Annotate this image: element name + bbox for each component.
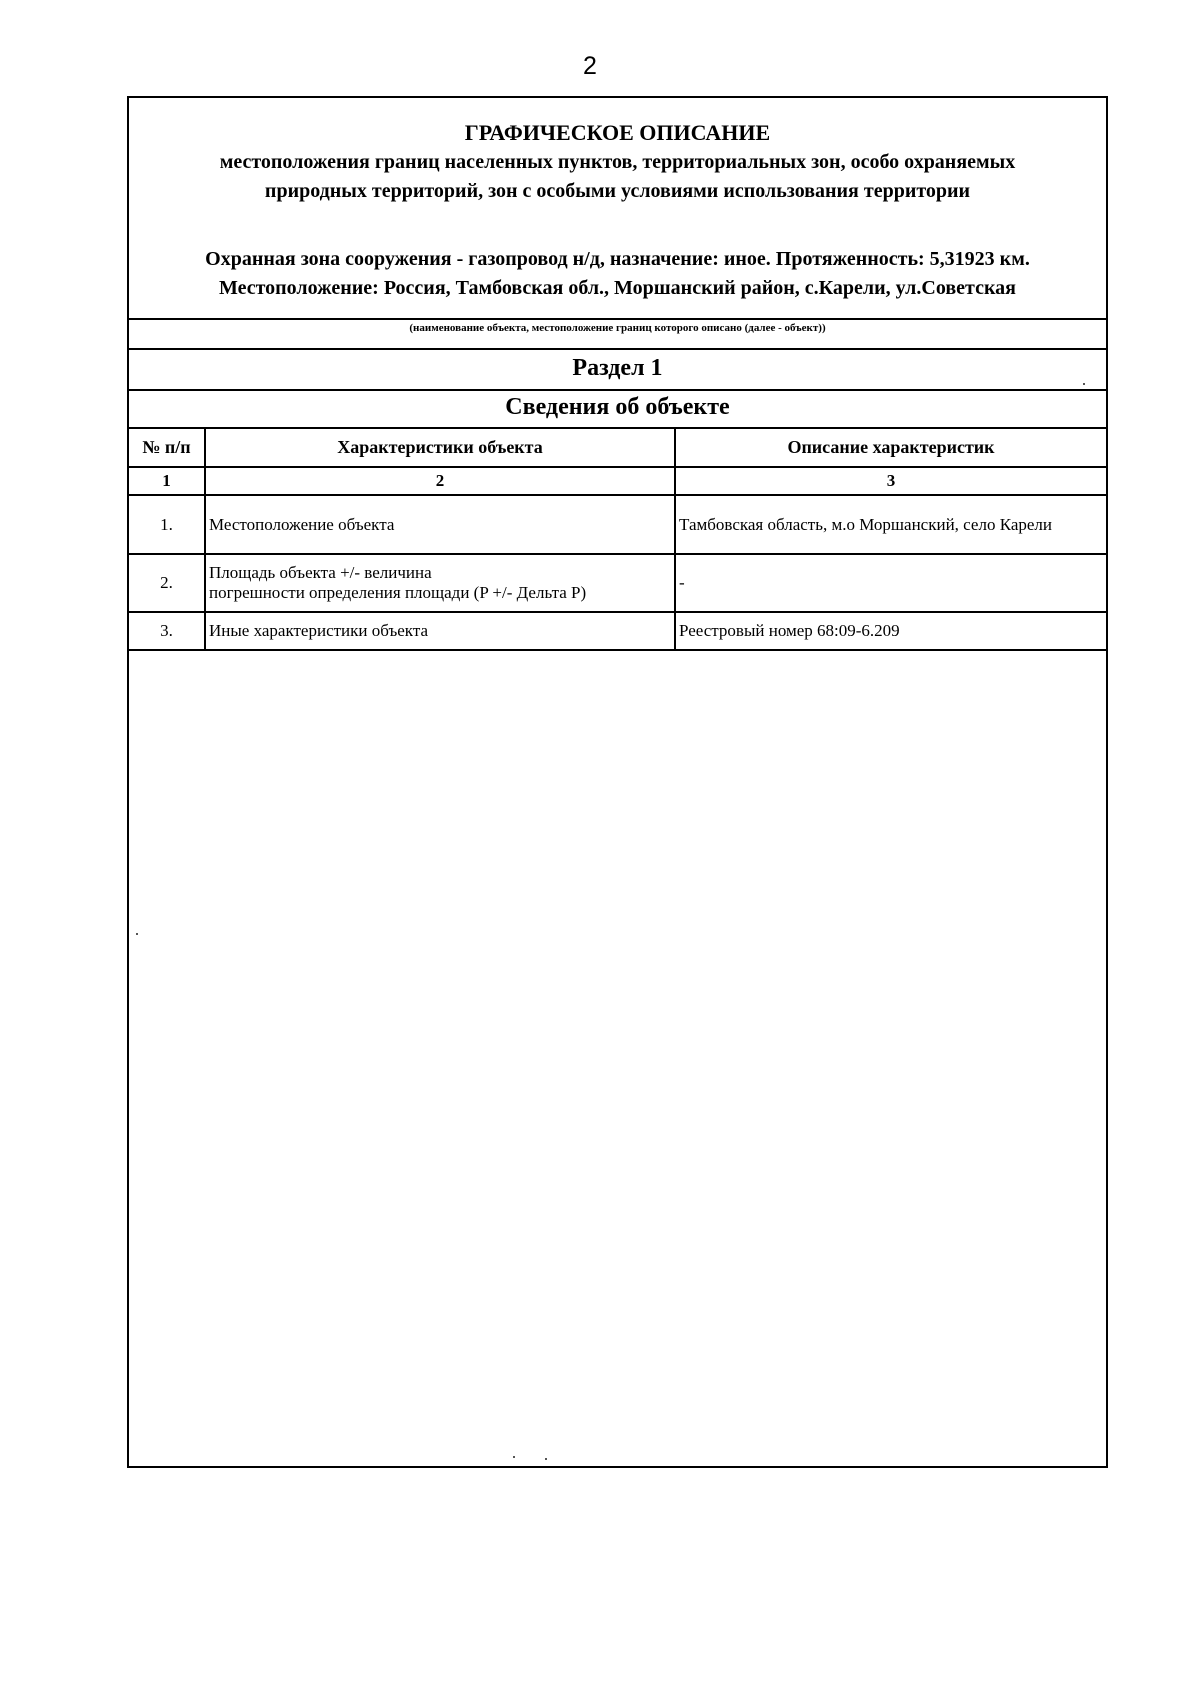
table-row [129, 495, 1106, 554]
table-row [129, 554, 1106, 612]
object-line-1: Охранная зона сооружения - газопровод н/д, назначение: иное. Протяженность: 5,31923 км. [205, 248, 1030, 270]
section-subtitle: Сведения об объекте [505, 394, 730, 420]
page-number: 2 [583, 52, 597, 80]
subtitle-line-2: природных территорий, зон с особыми условиями использования территории [264, 180, 971, 202]
row-number: 1. [129, 495, 205, 554]
row-number: 3. [129, 612, 205, 650]
section-title: Раздел 1 [572, 355, 663, 381]
description-cell: Реестровый номер 68:09-6.209 [675, 612, 1106, 650]
scan-speck [1083, 383, 1085, 385]
divider [129, 389, 1106, 391]
column-number: 1 [129, 467, 205, 495]
characteristic-line-1: Площадь объекта +/- величина [209, 563, 432, 582]
document-frame [127, 96, 1108, 1468]
column-number-row [129, 467, 1106, 495]
description-cell: - [675, 554, 1106, 612]
column-header: Описание характеристик [675, 429, 1106, 467]
column-header: Характеристики объекта [205, 429, 675, 467]
divider [129, 348, 1106, 350]
description-cell: Тамбовская область, м.о Моршанский, село Карели [675, 495, 1106, 554]
divider [129, 318, 1106, 320]
column-number: 3 [675, 467, 1106, 495]
table-row [129, 612, 1106, 650]
characteristic-line-2: погрешности определения площади (P +/- Дельта P) [209, 583, 587, 602]
row-number: 2. [129, 554, 205, 612]
scan-speck [545, 1458, 547, 1460]
characteristic-cell: Иные характеристики объекта [205, 612, 675, 650]
scan-speck [513, 1456, 515, 1458]
table-header-row [129, 429, 1106, 467]
characteristic-cell [205, 554, 675, 612]
column-number: 2 [205, 467, 675, 495]
object-line-2: Местоположение: Россия, Тамбовская обл., Моршанский район, с.Карели, ул.Советская [218, 277, 1016, 299]
document-subtitle [149, 148, 1086, 206]
object-info-table [129, 429, 1106, 651]
document-title: ГРАФИЧЕСКОЕ ОПИСАНИЕ [464, 120, 771, 145]
column-header: № п/п [129, 429, 205, 467]
scan-speck [136, 933, 138, 935]
document-header [129, 98, 1106, 320]
object-name [139, 245, 1096, 303]
characteristic-cell: Местоположение объекта [205, 495, 675, 554]
subtitle-line-1: местоположения границ населенных пунктов, территориальных зон, особо охраняемых [219, 151, 1016, 173]
object-caption: (наименование объекта, местоположение границ которого описано (далее - объект)) [409, 322, 826, 334]
